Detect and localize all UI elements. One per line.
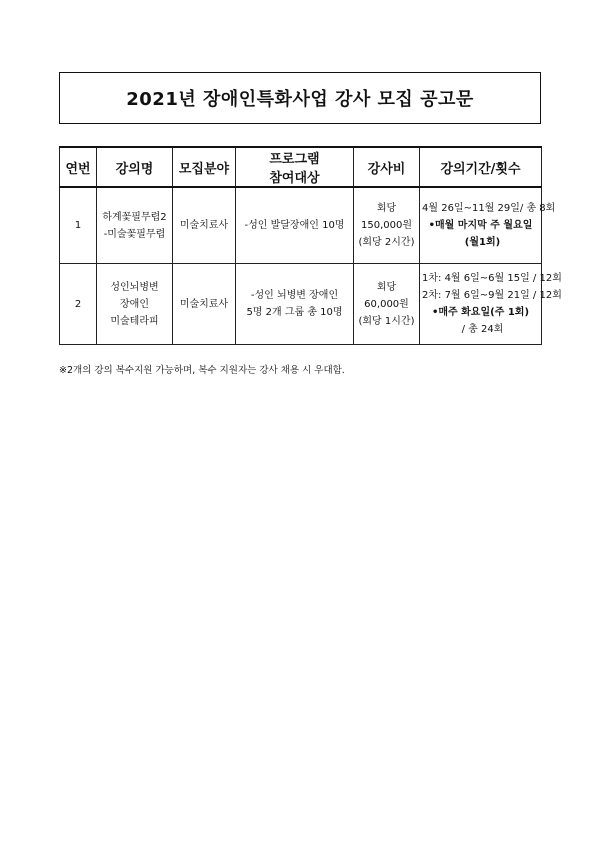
fee-line: (회당 2시간) — [358, 237, 415, 248]
cell-period — [420, 264, 562, 345]
header-field: 모집분야 — [173, 147, 236, 187]
table-row — [60, 187, 542, 264]
header-no: 연번 — [60, 147, 97, 187]
cell-course — [97, 264, 173, 345]
cell-target — [236, 264, 354, 345]
period-line: 2차: 7월 6일~9월 21일 / 12회 — [422, 290, 562, 301]
target-line: -성인 뇌병변 장애인 — [250, 290, 339, 301]
header-course: 강의명 — [97, 147, 173, 187]
course-line: -미술꽃필무렵 — [103, 228, 166, 240]
course-line: 성인뇌병변 — [110, 281, 159, 293]
cell-no: 2 — [60, 264, 97, 345]
fee-line: 150,000원 — [360, 220, 412, 231]
page-title: 2021년 장애인특화사업 강사 모집 공고문 — [126, 89, 474, 110]
target-line: -성인 발달장애인 10명 — [244, 220, 345, 231]
course-line: 장애인 — [120, 298, 149, 310]
period-line: 4월 26일~11월 29일/ 총 8회 — [422, 203, 556, 214]
cell-fee — [354, 264, 420, 345]
cell-field: 미술치료사 — [173, 187, 236, 264]
cell-period — [420, 187, 556, 264]
cell-field: 미술치료사 — [173, 264, 236, 345]
period-line: / 총 24회 — [461, 324, 504, 335]
fee-line: (회당 1시간) — [358, 315, 415, 327]
header-program-line2: 참여대상 — [269, 171, 320, 186]
period-line: •매월 마지막 주 월요일 — [428, 220, 533, 231]
fee-line: 회당 — [376, 203, 397, 214]
table-row — [60, 264, 542, 345]
footnote: ※2개의 강의 복수지원 가능하며, 복수 지원자는 강사 채용 시 우대함. — [59, 365, 345, 376]
fee-line: 60,000원 — [364, 298, 409, 310]
table-header-row — [60, 147, 542, 187]
title-box — [59, 72, 541, 124]
period-line: 1차: 4월 6일~6월 15일 / 12회 — [422, 273, 562, 284]
cell-course — [97, 187, 173, 264]
target-line: 5명 2개 그룹 총 10명 — [246, 307, 343, 318]
period-line: •매주 화요일(주 1회) — [431, 307, 530, 318]
fee-line: 회당 — [376, 281, 397, 293]
header-period: 강의기간/횟수 — [420, 147, 542, 187]
period-line: (월1회) — [464, 237, 501, 248]
recruitment-table — [59, 146, 562, 345]
cell-fee — [354, 187, 420, 264]
cell-target — [236, 187, 354, 264]
course-line: 하계꽃필무렵2 — [102, 211, 167, 223]
header-program-line1: 프로그램 — [269, 152, 320, 167]
header-fee: 강사비 — [354, 147, 420, 187]
course-line: 미술테라피 — [110, 315, 159, 327]
header-program — [236, 147, 354, 187]
cell-no: 1 — [60, 187, 97, 264]
